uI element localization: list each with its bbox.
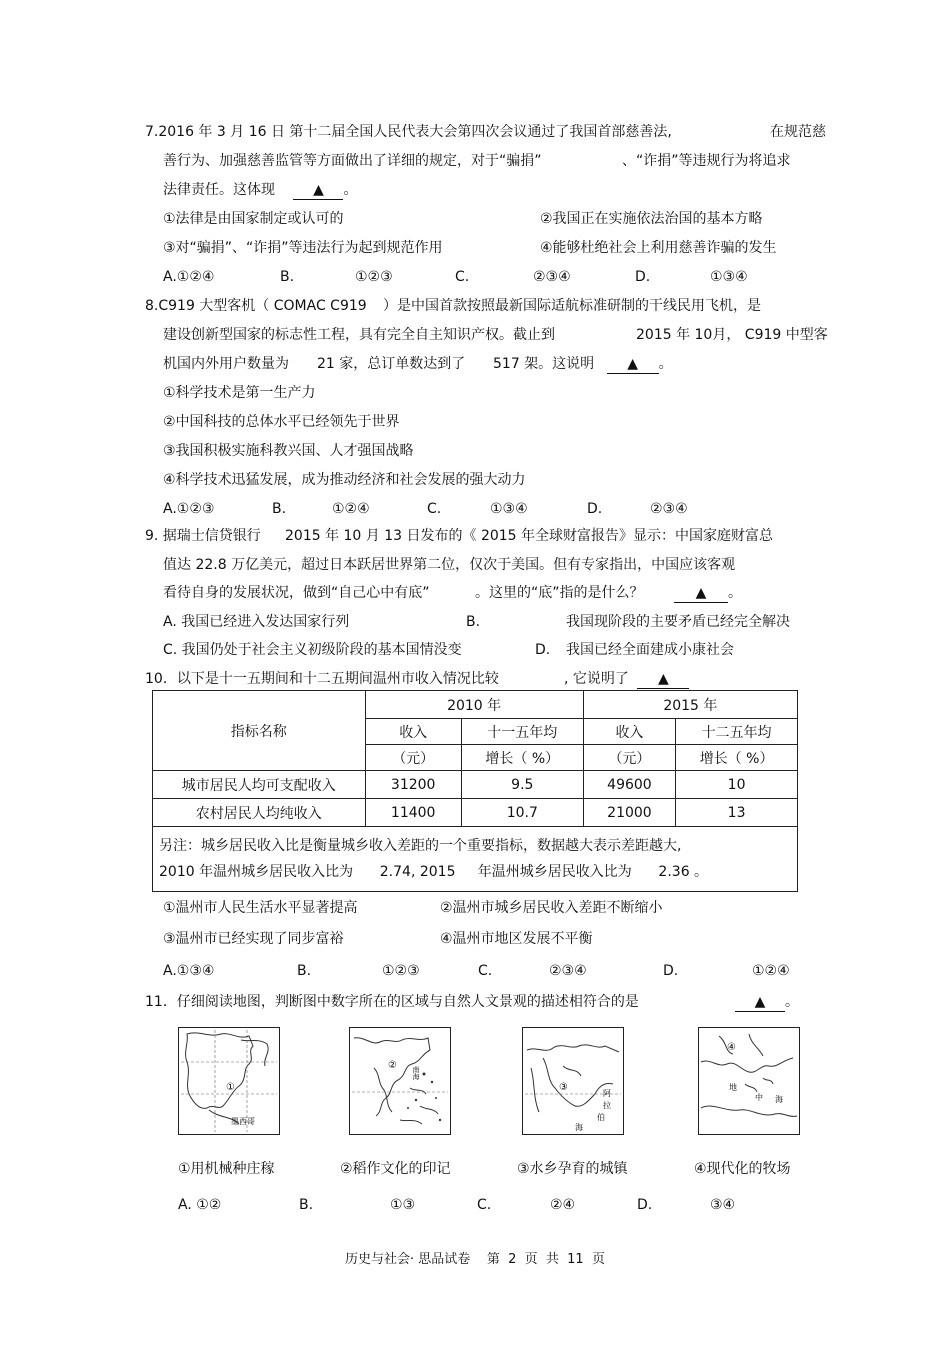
header-indicator-name: 指标名称 bbox=[153, 691, 366, 771]
q11-choice-c-value: ②④ bbox=[550, 1197, 576, 1213]
q7-line3-text: 法律责任。这体现 bbox=[163, 182, 275, 198]
map2-label: 南海 bbox=[412, 1066, 420, 1080]
map3-label-4: 海 bbox=[575, 1123, 583, 1132]
q9-line2: 值达 22.8 万亿美元，超过日本跃居世界第二位，仅次于美国。但有专家指出，中国应该客观 bbox=[163, 557, 736, 573]
q7-option-1: ①法律是由国家制定或认可的 bbox=[163, 211, 344, 227]
map1-caption: ①用机械种庄稼 bbox=[178, 1161, 275, 1177]
q8-choice-d: D. bbox=[587, 501, 603, 517]
map-mediterranean bbox=[698, 1027, 800, 1135]
answer-blank: ▲ bbox=[607, 355, 659, 374]
q7-option-2: ②我国正在实施依法治国的基本方略 bbox=[540, 211, 763, 227]
q11-choice-a: A. ①② bbox=[178, 1197, 222, 1213]
map3-label-2: 拉 bbox=[603, 1101, 611, 1110]
q10-choice-c: C. bbox=[478, 963, 493, 979]
q9-line3: 看待自身的发展状况，做到“自己心中有底” bbox=[163, 585, 430, 601]
cell-value: 11400 bbox=[365, 799, 461, 827]
header-growth-unit-2015: 增长（ %） bbox=[676, 745, 798, 771]
q7-option-3: ③对“骗捐”、“诈捐”等违法行为起到规范作用 bbox=[163, 240, 443, 256]
q9-choice-a: A. 我国已经进入发达国家行列 bbox=[163, 614, 350, 630]
q9-choice-b-value: 我国现阶段的主要矛盾已经完全解决 bbox=[566, 614, 790, 630]
q11-line1-end: 。 bbox=[785, 994, 799, 1010]
header-income-2010: 收入 bbox=[365, 719, 461, 745]
map4-label-2: 中 bbox=[755, 1093, 763, 1102]
map-middle-east bbox=[522, 1027, 624, 1135]
map3-number: ③ bbox=[559, 1082, 568, 1093]
q9-line3b bbox=[475, 584, 742, 603]
map-north-america-graphic bbox=[179, 1028, 279, 1134]
q10-choice-d: D. bbox=[663, 963, 679, 979]
q8-choice-c-value: ①③④ bbox=[490, 501, 528, 517]
header-unit-2015: （元） bbox=[583, 745, 675, 771]
q10-choice-a: A.①③④ bbox=[163, 963, 215, 979]
q8-option-3: ③我国积极实施科教兴国、人才强国战略 bbox=[163, 443, 414, 459]
q9-choice-c: C. 我国仍处于社会主义初级阶段的基本国情没变 bbox=[163, 642, 462, 658]
q8-choice-b: B. bbox=[272, 501, 287, 517]
table-note-line2: 2010 年温州城乡居民收入比为 2.74, 2015 年温州城乡居民收入比为 2.36 。 bbox=[159, 864, 709, 880]
header-growth-2015: 十二五年均 bbox=[676, 719, 798, 745]
q7-choice-c-value: ②③④ bbox=[533, 269, 571, 285]
q11-choice-c: C. bbox=[477, 1197, 492, 1213]
q7-choice-d: D. bbox=[635, 269, 651, 285]
map1-number: ① bbox=[226, 1082, 235, 1093]
q8-choice-a: A.①②③ bbox=[163, 501, 215, 517]
map4-caption: ④现代化的牧场 bbox=[694, 1161, 791, 1177]
q7-line1: 7.2016 年 3 月 16 日 第十二届全国人民代表大会第四次会议通过了我国首部慈善法, bbox=[145, 124, 672, 140]
cell-value: 9.5 bbox=[461, 771, 583, 799]
answer-blank: ▲ bbox=[735, 993, 785, 1012]
cell-value: 10 bbox=[676, 771, 798, 799]
map4-number: ④ bbox=[727, 1042, 736, 1053]
q8-line3c-text: 517 架。这说明 bbox=[493, 356, 595, 372]
q9-choice-d: D. bbox=[535, 642, 551, 658]
answer-blank: ▲ bbox=[674, 584, 728, 603]
q7-line2b: 、“诈捐”等违规行为将追求 bbox=[622, 153, 791, 169]
q10-choice-b: B. bbox=[297, 963, 312, 979]
q9-choice-b: B. bbox=[466, 614, 481, 630]
answer-blank: ▲ bbox=[293, 181, 343, 200]
q7-choice-a: A.①②④ bbox=[163, 269, 215, 285]
header-unit-2010: （元） bbox=[365, 745, 461, 771]
income-table bbox=[152, 690, 798, 892]
header-growth-unit-2010: 增长（ %） bbox=[461, 745, 583, 771]
page-footer: 历史与社会· 思品试卷 第 2 页 共 11 页 bbox=[345, 1252, 605, 1267]
q10-choice-b-value: ①②③ bbox=[382, 963, 420, 979]
q7-line3-end: 。 bbox=[343, 182, 358, 198]
map-mediterranean-graphic bbox=[699, 1028, 799, 1134]
q9-line3b-text: 。这里的“底”指的是什么？ bbox=[475, 585, 644, 601]
map3-label-3: 伯 bbox=[597, 1113, 605, 1122]
q10-option-1: ①温州市人民生活水平显著提高 bbox=[163, 900, 358, 916]
header-income-2015: 收入 bbox=[583, 719, 675, 745]
q7-choice-b: B. bbox=[280, 269, 295, 285]
table-row bbox=[153, 771, 798, 799]
map1-label: 墨西哥 bbox=[231, 1117, 255, 1126]
header-2015: 2015 年 bbox=[583, 691, 797, 719]
q11-blank-wrap bbox=[735, 993, 799, 1012]
q8-line1: 8.C919 大型客机（ COMAC C919 bbox=[145, 298, 367, 314]
map2-number: ② bbox=[388, 1060, 397, 1071]
q9-choice-d-value: 我国已经全面建成小康社会 bbox=[566, 642, 734, 658]
map4-label-3: 海 bbox=[775, 1095, 783, 1104]
q8-option-2: ②中国科技的总体水平已经领先于世界 bbox=[163, 414, 400, 430]
map3-caption: ③水乡孕育的城镇 bbox=[517, 1161, 628, 1177]
q8-choice-b-value: ①②④ bbox=[332, 501, 370, 517]
q7-choice-d-value: ①③④ bbox=[710, 269, 748, 285]
table-note-line1: 另注：城乡居民收入比是衡量城乡收入差距的一个重要指标，数据越大表示差距越大, bbox=[159, 838, 682, 854]
q10-choice-d-value: ①②④ bbox=[752, 963, 790, 979]
q10-option-4: ④温州市地区发展不平衡 bbox=[440, 931, 593, 947]
q11-choice-d-value: ③④ bbox=[710, 1197, 736, 1213]
header-growth-2010: 十一五年均 bbox=[461, 719, 583, 745]
cell-value: 31200 bbox=[365, 771, 461, 799]
q10-line1: 10．以下是十一五期间和十二五期间温州市收入情况比较 bbox=[145, 671, 499, 687]
map-middle-east-graphic bbox=[523, 1028, 623, 1134]
q7-option-4: ④能够杜绝社会上利用慈善诈骗的发生 bbox=[540, 240, 777, 256]
map2-caption: ②稻作文化的印记 bbox=[340, 1161, 451, 1177]
cell-value: 49600 bbox=[583, 771, 675, 799]
q8-line3: 机国内外用户数量为 bbox=[163, 356, 289, 372]
q9-line1b: 2015 年 10 月 13 日发布的《 2015 年全球财富报告》显示：中国家庭财富总 bbox=[285, 528, 774, 544]
map-southeast-asia bbox=[349, 1027, 451, 1135]
map4-label-1: 地 bbox=[729, 1083, 737, 1092]
q7-choice-c: C. bbox=[455, 269, 470, 285]
q9-line3-end: 。 bbox=[727, 585, 742, 601]
q8-choice-d-value: ②③④ bbox=[650, 501, 688, 517]
q11-choice-d: D. bbox=[637, 1197, 653, 1213]
table-note bbox=[153, 827, 798, 892]
q11-choice-b: B. bbox=[299, 1197, 314, 1213]
map3-label-1: 阿 bbox=[603, 1089, 611, 1098]
row-name: 城市居民人均可支配收入 bbox=[153, 771, 366, 799]
q10-option-3: ③温州市已经实现了同步富裕 bbox=[163, 931, 344, 947]
q8-line3-end: 。 bbox=[658, 356, 673, 372]
row-name: 农村居民人均纯收入 bbox=[153, 799, 366, 827]
q8-line3c bbox=[493, 355, 673, 374]
cell-value: 21000 bbox=[583, 799, 675, 827]
q8-line2: 建设创新型国家的标志性工程，具有完全自主知识产权。截止到 bbox=[163, 327, 555, 343]
q8-option-4: ④科学技术迅猛发展，成为推动经济和社会发展的强大动力 bbox=[163, 472, 526, 488]
cell-value: 10.7 bbox=[461, 799, 583, 827]
q10-choice-c-value: ②③④ bbox=[549, 963, 587, 979]
q10-line1b-text: , 它说明了 bbox=[564, 671, 629, 687]
map-north-america bbox=[178, 1027, 280, 1135]
q10-option-2: ②温州市城乡居民收入差距不断缩小 bbox=[440, 900, 663, 916]
q8-line1b: ）是中国首款按照最新国际适航标准研制的干线民用飞机，是 bbox=[383, 298, 761, 314]
q7-line2: 善行为、加强慈善监管等方面做出了详细的规定，对于“骗捐” bbox=[163, 153, 542, 169]
map-southeast-asia-graphic bbox=[350, 1028, 450, 1134]
q7-line1b: 在规范慈 bbox=[770, 124, 826, 140]
q7-line3 bbox=[163, 181, 357, 200]
q10-line1b bbox=[564, 670, 689, 689]
q11-line1: 11．仔细阅读地图，判断图中数字所在的区域与自然人文景观的描述相符合的是 bbox=[145, 994, 639, 1010]
q8-line3b: 21 家，总订单数达到了 bbox=[317, 356, 466, 372]
q11-choice-b-value: ①③ bbox=[390, 1197, 416, 1213]
table-row bbox=[153, 799, 798, 827]
answer-blank: ▲ bbox=[637, 670, 689, 689]
q8-option-1: ①科学技术是第一生产力 bbox=[163, 385, 316, 401]
q9-line1: 9. 据瑞士信贷银行 bbox=[145, 528, 261, 544]
header-2010: 2010 年 bbox=[365, 691, 583, 719]
cell-value: 13 bbox=[676, 799, 798, 827]
q7-choice-b-value: ①②③ bbox=[355, 269, 393, 285]
q8-choice-c: C. bbox=[427, 501, 442, 517]
q8-line2b: 2015 年 10月， C919 中型客 bbox=[636, 327, 828, 343]
